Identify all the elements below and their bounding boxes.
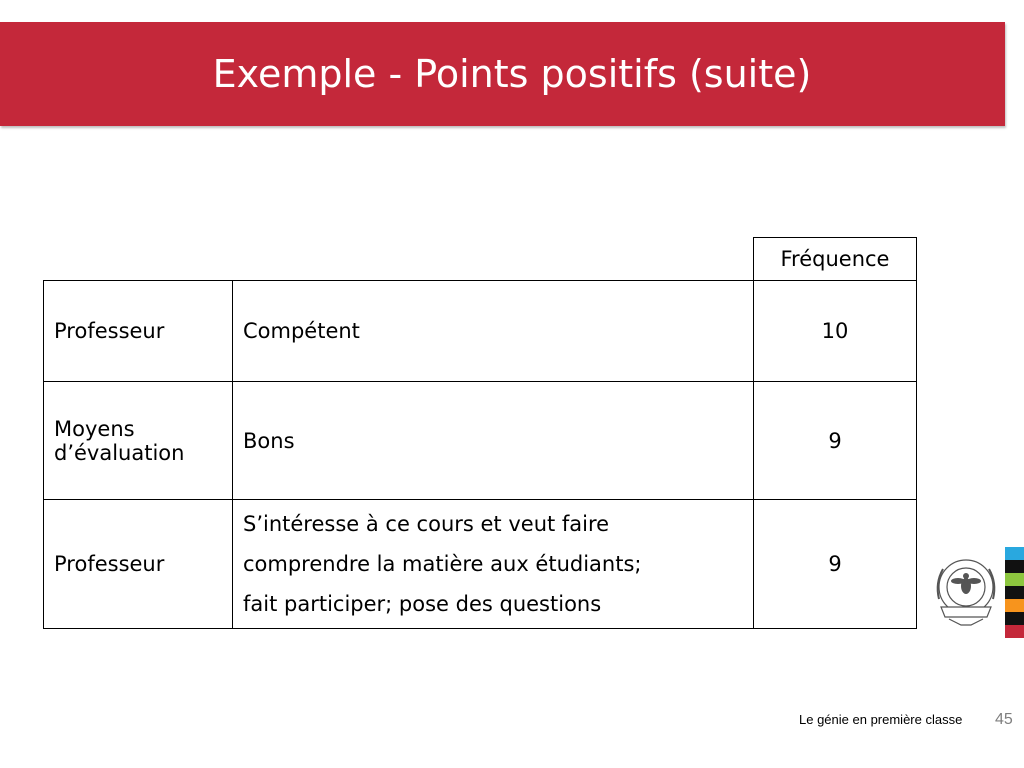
- frequency-header: Fréquence: [754, 238, 917, 281]
- frequency-table: [43, 237, 917, 629]
- empty-header-cell: [233, 238, 754, 281]
- stripe: [1005, 625, 1024, 638]
- stripe: [1005, 599, 1024, 612]
- comment-cell: [233, 500, 754, 629]
- page-number: 45: [995, 711, 1013, 728]
- category-cell: Professeur: [44, 500, 233, 629]
- category-cell: Professeur: [44, 281, 233, 382]
- school-seal-icon: [931, 555, 1001, 627]
- stripe: [1005, 573, 1024, 586]
- table-header-row: [44, 238, 917, 281]
- frequency-cell: 9: [754, 382, 917, 500]
- table-row: [44, 500, 917, 629]
- stripe: [1005, 560, 1024, 573]
- category-cell: [44, 382, 233, 500]
- color-stripes: [1005, 547, 1024, 638]
- comment-line: S’intéresse à ce cours et veut faire: [243, 512, 610, 536]
- frequency-cell: 9: [754, 500, 917, 629]
- comment-text: Bons: [243, 428, 295, 453]
- comment-line: comprendre la matière aux étudiants;: [243, 552, 642, 576]
- table-row: [44, 382, 917, 500]
- frequency-cell: 10: [754, 281, 917, 382]
- stripe: [1005, 612, 1024, 625]
- empty-header-cell: [44, 238, 233, 281]
- stripe: [1005, 547, 1024, 560]
- slide-title: Exemple - Points positifs (suite): [212, 52, 812, 96]
- comment-cell: [233, 382, 754, 500]
- comment-cell: [233, 281, 754, 382]
- footer-tagline: Le génie en première classe: [799, 712, 963, 727]
- table-row: [44, 281, 917, 382]
- comment-text: Compétent: [243, 319, 360, 343]
- category-line: d’évaluation: [54, 440, 185, 465]
- comment-line: fait participer; pose des questions: [243, 592, 602, 616]
- category-line: Moyens: [54, 416, 135, 441]
- stripe: [1005, 586, 1024, 599]
